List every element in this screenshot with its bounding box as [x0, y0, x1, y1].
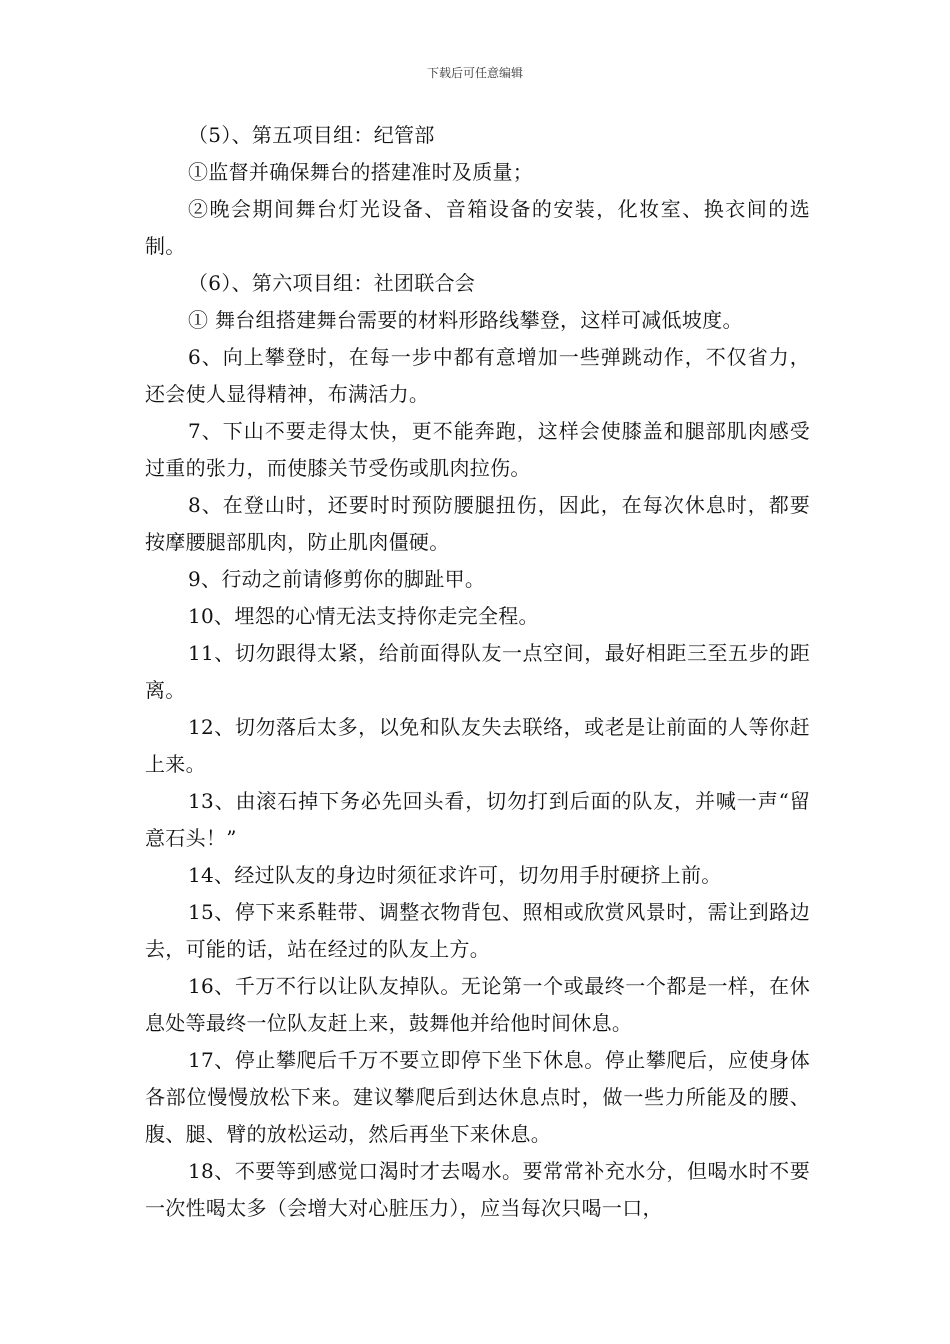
- paragraph-tip-13: 13、由滚石掉下务必先回头看，切勿打到后面的队友，并喊一声“留意石头！”: [145, 789, 810, 850]
- paragraph-tip-12: 12、切勿落后太多，以免和队友失去联络，或老是让前面的人等你赶上来。: [145, 715, 810, 776]
- paragraph-item-supervise-stage: ①监督并确保舞台的搭建准时及质量；: [188, 160, 534, 184]
- paragraph-section-5-heading: （5）、第五项目组：纪管部: [188, 123, 435, 147]
- page-header-note: 下载后可任意编辑: [426, 66, 523, 80]
- paragraph-tip-15: 15、停下来系鞋带、调整衣物背包、照相或欣赏风景时，需让到路边去，可能的话，站在经过的队友上方。: [145, 900, 810, 961]
- paragraph-section-6-heading: （6）、第六项目组：社团联合会: [188, 271, 476, 295]
- paragraph-tip-14: 14、经过队友的身边时须征求许可，切勿用手肘硬挤上前。: [188, 863, 722, 887]
- paragraph-tip-17: 17、停止攀爬后千万不要立即停下坐下休息。停止攀爬后，应使身体各部位慢慢放松下来。建议攀爬后到达休息点时，做一些力所能及的腰、腹、腿、臂的放松运动，然后再坐下来休息。: [145, 1048, 810, 1146]
- paragraph-item-lighting-sound: ②晚会期间舞台灯光设备、音箱设备的安装，化妆室、换衣间的选制。: [145, 197, 810, 258]
- paragraph-tip-10: 10、埋怨的心情无法支持你走完全程。: [188, 604, 539, 628]
- paragraph-tip-9: 9、行动之前请修剪你的脚趾甲。: [188, 567, 486, 591]
- paragraph-tip-11: 11、切勿跟得太紧，给前面得队友一点空间，最好相距三至五步的距离。: [145, 641, 810, 702]
- paragraph-tip-8: 8、在登山时，还要时时预防腰腿扭伤，因此，在每次休息时，都要按摩腰腿部肌肉，防止肌肉僵硬。: [145, 493, 810, 554]
- paragraph-tip-16: 16、千万不行以让队友掉队。无论第一个或最终一个都是一样，在休息处等最终一位队友赶上来，鼓舞他并给他时间休息。: [145, 974, 810, 1035]
- paragraph-item-stage-materials: ① 舞台组搭建舞台需要的材料形路线攀登，这样可减低坡度。: [188, 308, 743, 332]
- paragraph-tip-18: 18、不要等到感觉口渴时才去喝水。要常常补充水分，但喝水时不要一次性喝太多（会增大对心脏压力），应当每次只喝一口，: [145, 1159, 810, 1220]
- document-body: [145, 117, 810, 1227]
- paragraph-tip-7: 7、下山不要走得太快，更不能奔跑，这样会使膝盖和腿部肌肉感受过重的张力，而使膝关节受伤或肌肉拉伤。: [145, 419, 810, 480]
- paragraph-tip-6: 6、向上攀登时，在每一步中都有意增加一些弹跳动作，不仅省力，还会使人显得精神，布满活力。: [145, 345, 810, 406]
